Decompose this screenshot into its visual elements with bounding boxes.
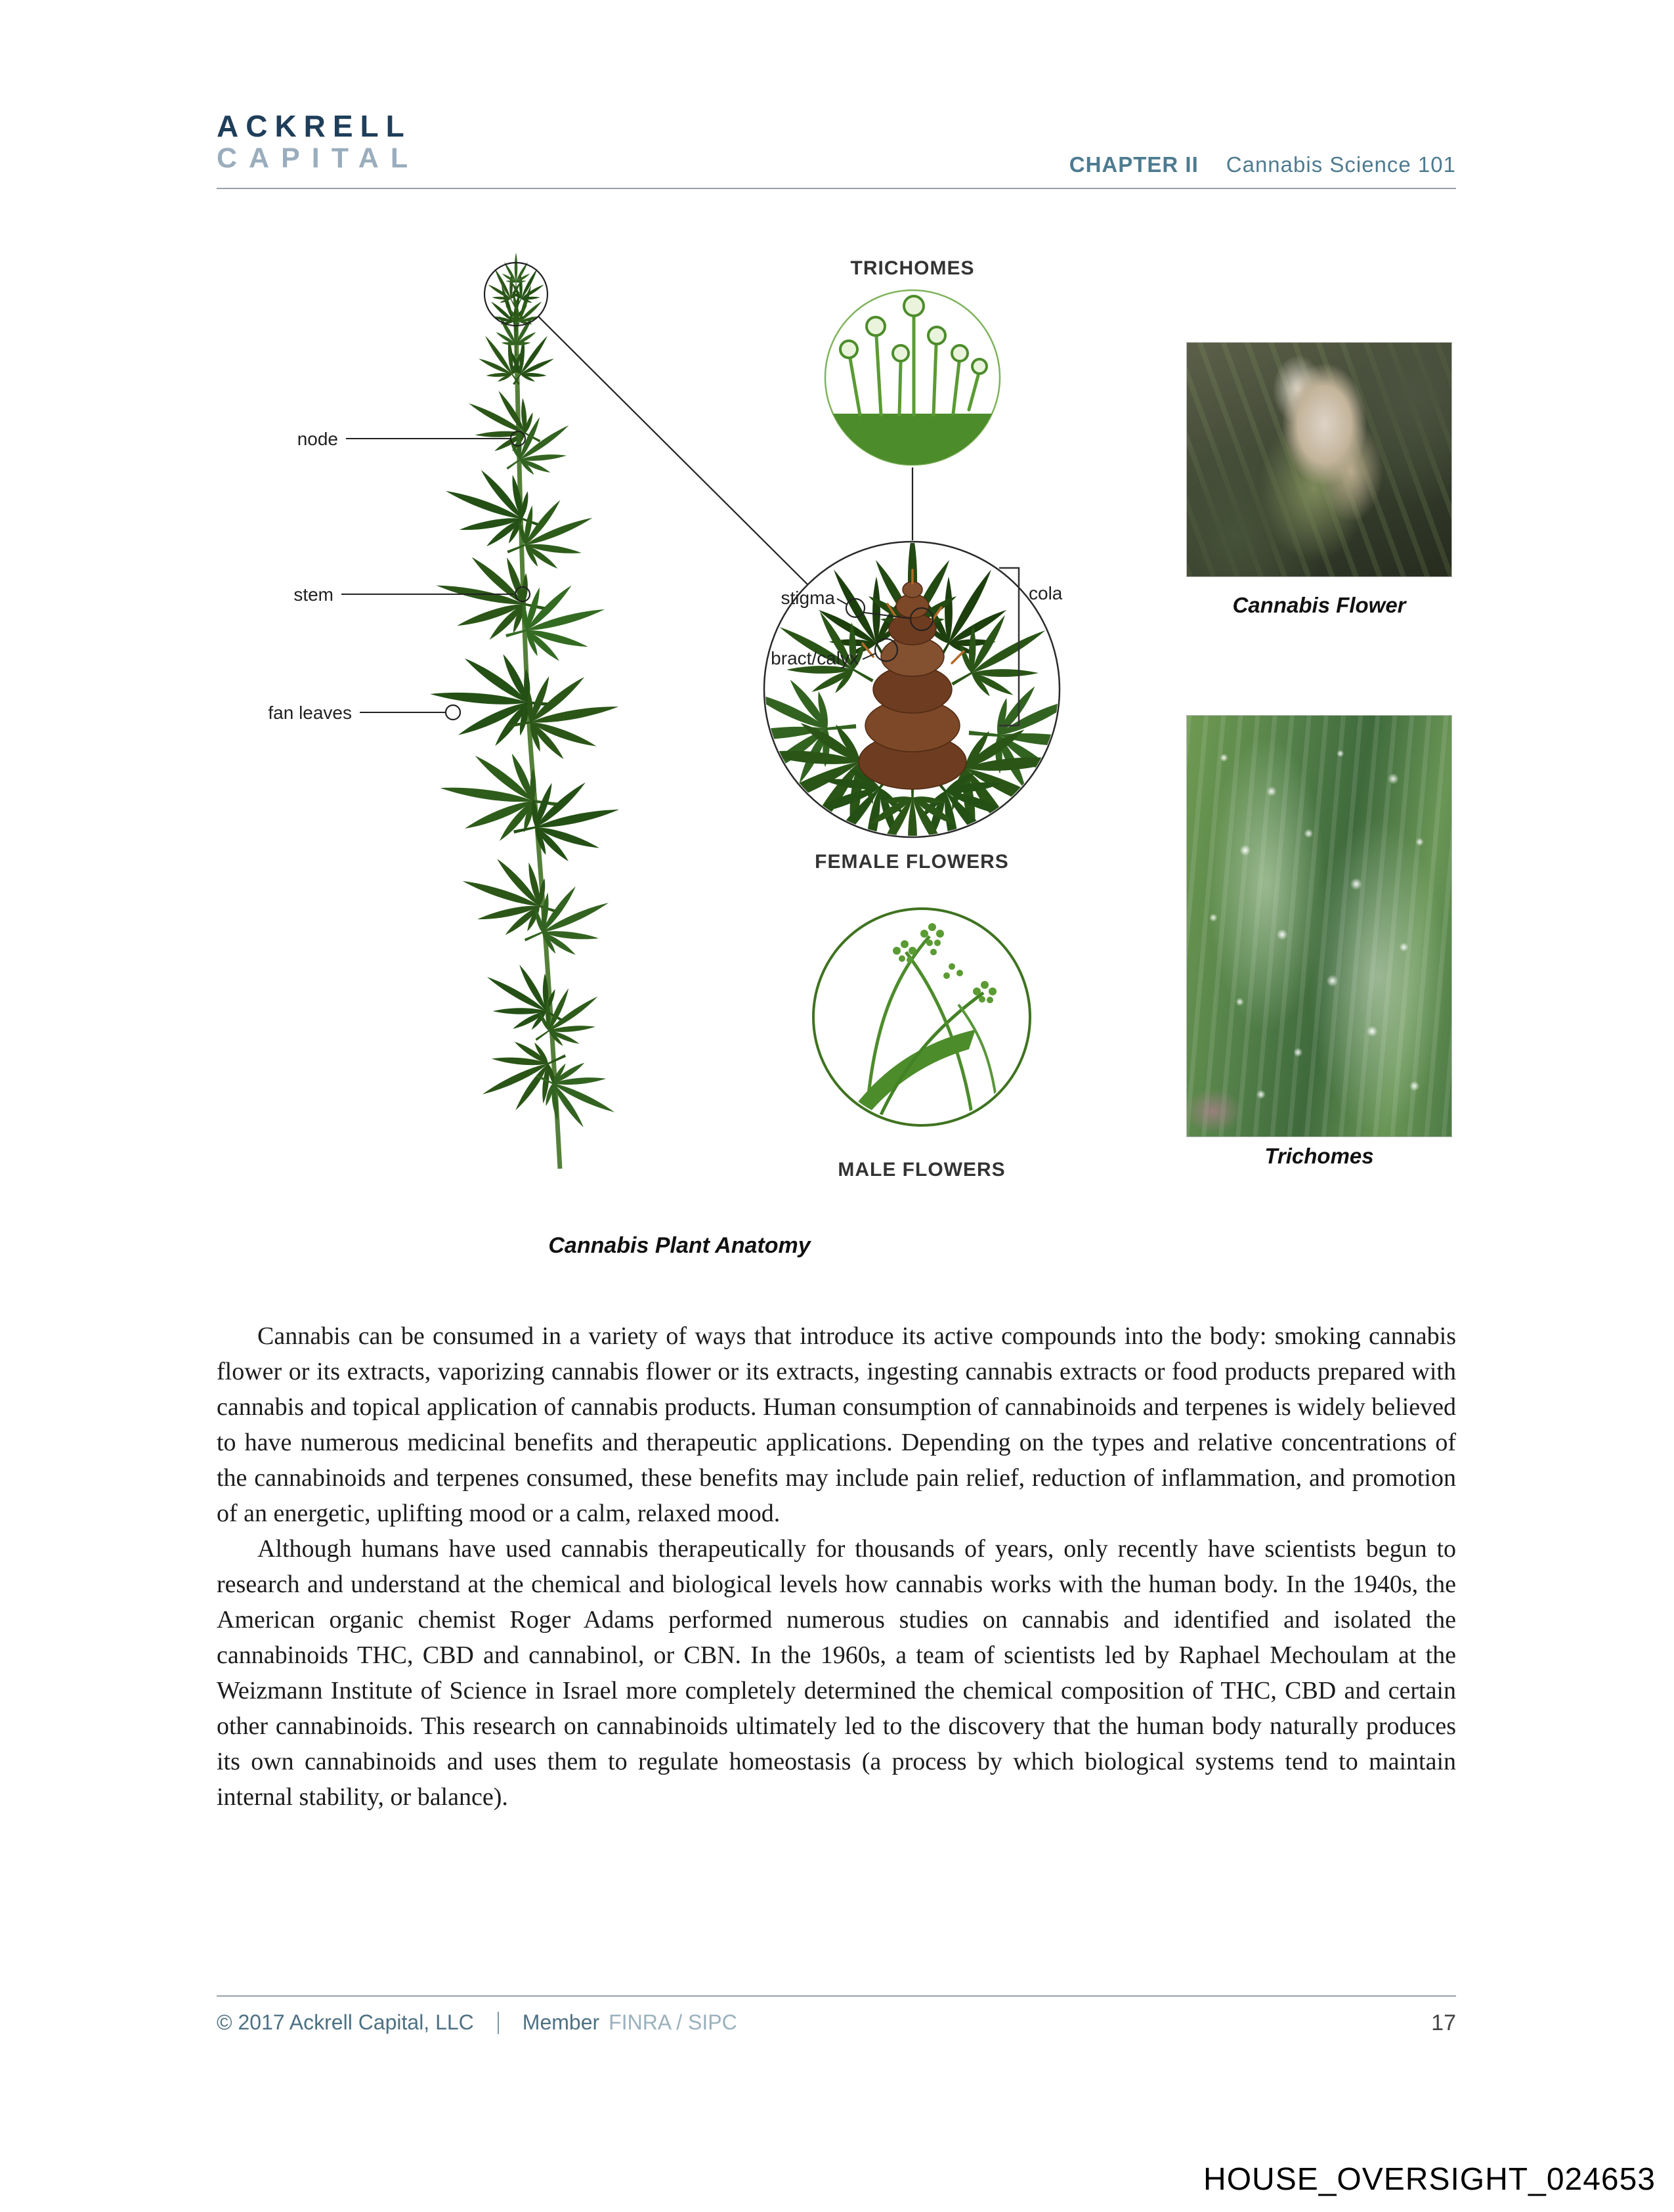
bud-to-flower-connector-line	[538, 316, 807, 584]
body-text	[217, 1318, 1456, 1815]
female-flowers-label: FEMALE FLOWERS	[815, 851, 1009, 873]
cannabis-plant-illustration	[426, 253, 629, 1169]
chapter-title: Cannabis Science 101	[1226, 152, 1456, 177]
footer	[217, 2010, 1456, 2035]
male-flowers-illustration	[813, 909, 1030, 1125]
trichomes-illustration	[825, 290, 1000, 466]
node-label: node	[297, 429, 338, 449]
bates-number: HOUSE_OVERSIGHT_024653	[1203, 2162, 1656, 2197]
male-flowers-label: MALE FLOWERS	[838, 1159, 1006, 1181]
cannabis-flower-photo	[1186, 342, 1452, 577]
bract-calyx-label: bract/calyx	[771, 648, 859, 668]
ackrell-capital-logo	[217, 110, 419, 173]
page-number: 17	[1431, 2010, 1456, 2035]
trichomes-photo	[1186, 715, 1452, 1137]
paragraph-consumption: Cannabis can be consumed in a variety of ways that introduce its active compounds into the body: smoking cannabis flower or its extracts, vaporizing cannabis flower or its extracts, ingesting cannabis extracts or food products prepared with cannabis and topical application of cannabis products. Human consumption of cannabinoids and terpenes is widely believed to have numerous medicinal benefits and therapeutic applications. Depending on the types and relative concentrations of the cannabinoids and terpenes consumed, these benefits may include pain relief, reduction of inflammation, and promotion of an energetic, uplifting mood or a calm, relaxed mood.	[217, 1322, 1456, 1527]
female-flowers-illustration	[712, 530, 1113, 902]
figure-caption: Cannabis Plant Anatomy	[548, 1233, 811, 1258]
paragraph-research-history: Although humans have used cannabis therapeutically for thousands of years, only recently have scientists begun to research and understand at the chemical and biological levels how cannabis works with the human body. In the 1940s, the American organic chemist Roger Adams performed numerous studies on cannabis and identified and isolated the cannabinoids THC, CBD and cannabinol, or CBN. In the 1960s, a team of scientists led by Raphael Mechoulam at the Weizmann Institute of Science in Israel more completely determined the chemical composition of THC, CBD and certain other cannabinoids. This research on cannabinoids ultimately led to the discovery that the human body naturally produces its own cannabinoids and uses them to regulate homeostasis (a process by which biological systems tend to maintain internal stability, or balance).	[217, 1535, 1456, 1811]
chapter-number: CHAPTER II	[1069, 152, 1199, 177]
finra-sipc-label: FINRA / SIPC	[609, 2010, 737, 2034]
header-divider	[217, 188, 1456, 189]
footer-divider	[217, 1995, 1456, 1997]
stem-label: stem	[293, 584, 333, 605]
chapter-header	[1069, 152, 1456, 177]
logo-line-ackrell: ACKRELL	[217, 109, 412, 143]
cannabis-flower-caption: Cannabis Flower	[1232, 593, 1406, 617]
copyright-text: © 2017 Ackrell Capital, LLC	[217, 2010, 474, 2034]
trichomes-caption: Trichomes	[1264, 1144, 1374, 1168]
fan-leaves-label: fan leaves	[268, 703, 352, 723]
trichomes-diagram-label: TRICHOMES	[850, 257, 975, 279]
footer-separator	[498, 2012, 499, 2034]
logo-line-capital: CAPITAL	[217, 142, 420, 174]
stigma-label: stigma	[781, 588, 835, 608]
member-label: Member	[522, 2010, 600, 2034]
cola-label: cola	[1029, 583, 1063, 603]
